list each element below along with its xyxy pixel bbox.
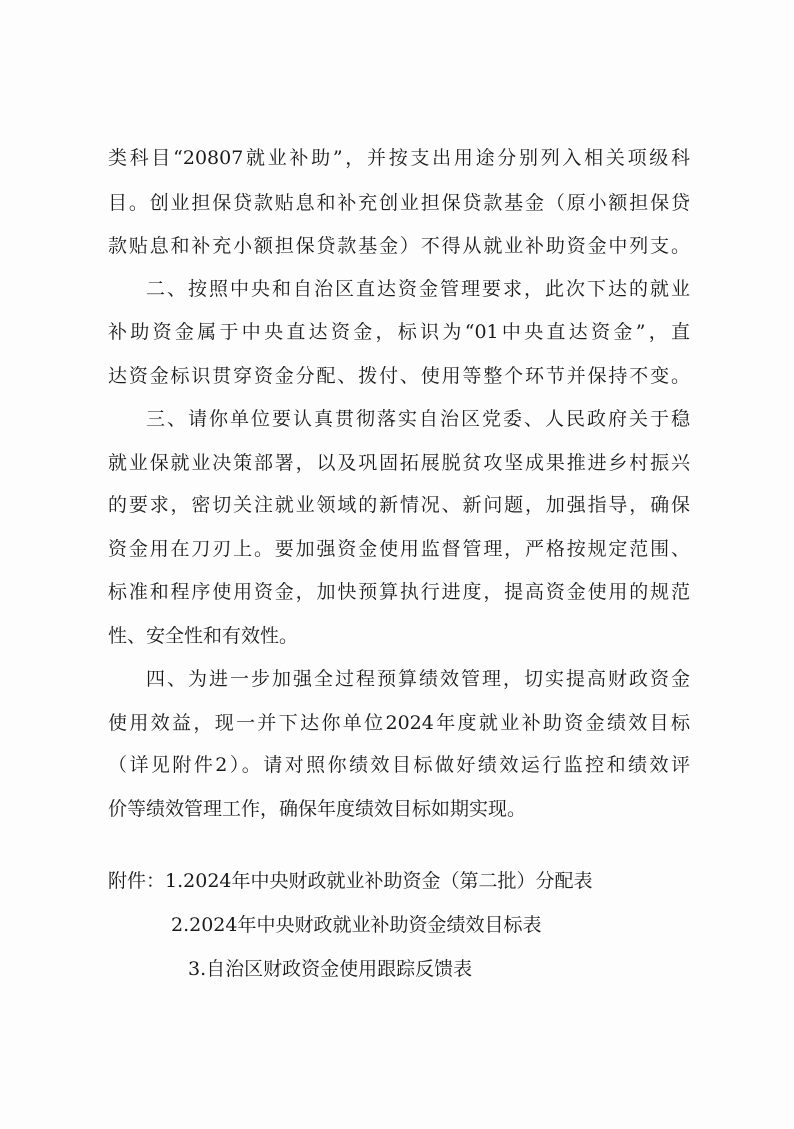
attachments-list <box>108 867 593 895</box>
attachments-label: 附件： <box>108 870 166 892</box>
paragraph-3-line-2: 就业保就业决策部署，以及巩固拓展脱贫攻坚成果推进乡村振兴 <box>108 452 690 474</box>
paragraph-2-line-3: 达资金标识贯穿资金分配、拨付、使用等整个环节并保持不变。 <box>108 365 690 387</box>
paragraph-1-line-1: 类科目“20807就业补助”，并按支出用途分别列入相关项级科 <box>108 147 690 169</box>
paragraph-4-line-2: 使用效益，现一并下达你单位2024年度就业补助资金绩效目标 <box>108 712 690 734</box>
paragraph-3-line-5: 标准和程序使用资金，加快预算执行进度，提高资金使用的规范 <box>108 581 690 603</box>
paragraph-2-line-2: 补助资金属于中央直达资金，标识为“01中央直达资金”，直 <box>108 321 690 343</box>
paragraph-4-line-4: 价等绩效管理工作，确保年度绩效目标如期实现。 <box>108 798 527 820</box>
attachment-item-1: 1.2024年中央财政就业补助资金（第二批）分配表 <box>165 870 593 892</box>
attachment-item-2: 2.2024年中央财政就业补助资金绩效目标表 <box>171 914 542 936</box>
paragraph-1-line-2: 目。创业担保贷款贴息和补充创业担保贷款基金（原小额担保贷 <box>108 192 690 214</box>
paragraph-4-line-3: （详见附件2）。请对照你绩效目标做好绩效运行监控和绩效评 <box>108 754 690 776</box>
paragraph-2-line-1: 二、按照中央和自治区直达资金管理要求，此次下达的就业 <box>146 278 690 300</box>
paragraph-4-line-1: 四、为进一步加强全过程预算绩效管理，切实提高财政资金 <box>146 668 690 690</box>
paragraph-3-line-4: 资金用在刀刃上。要加强资金使用监督管理，严格按规定范围、 <box>108 538 690 560</box>
attachment-item-3: 3.自治区财政资金使用跟踪反馈表 <box>188 958 473 980</box>
paragraph-3-line-1: 三、请你单位要认真贯彻落实自治区党委、人民政府关于稳 <box>146 408 690 430</box>
paragraph-3-line-6: 性、安全性和有效性。 <box>108 625 299 647</box>
paragraph-3-line-3: 的要求，密切关注就业领域的新情况、新问题，加强指导，确保 <box>108 494 690 516</box>
paragraph-1-line-3: 款贴息和补充小额担保贷款基金）不得从就业补助资金中列支。 <box>108 235 690 257</box>
